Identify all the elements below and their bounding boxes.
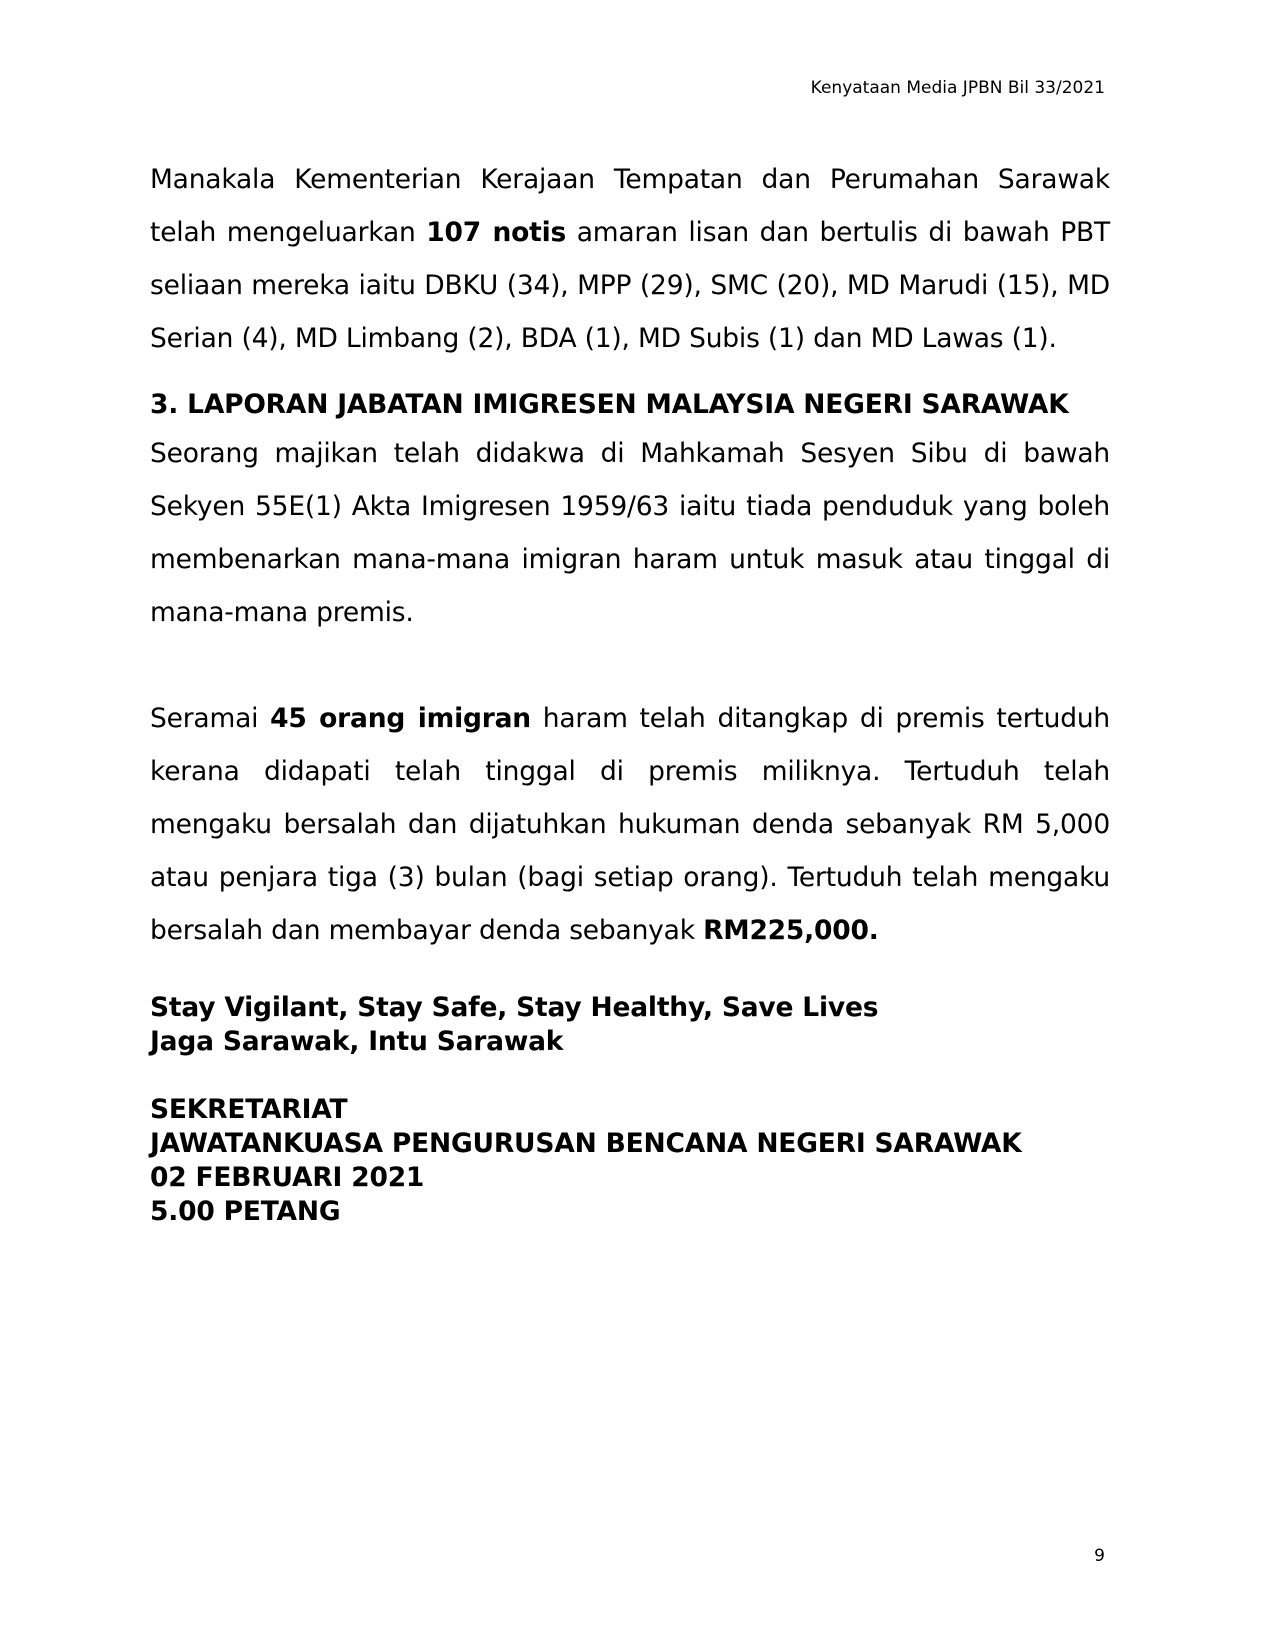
section-heading-immigration: 3. LAPORAN JABATAN IMIGRESEN MALAYSIA NEGERI SARAWAK	[150, 389, 1069, 420]
paragraph-ministry-notices	[150, 153, 1110, 365]
bold-fine-amount: RM225,000.	[703, 915, 879, 946]
document-body	[150, 153, 1110, 1229]
signature-date: 02 FEBRUARI 2021	[150, 1162, 425, 1193]
slogan-english: Stay Vigilant, Stay Safe, Stay Healthy, Save Lives	[150, 992, 879, 1023]
paragraph-employer-charged: Seorang majikan telah didakwa di Mahkamah Sesyen Sibu di bawah Sekyen 55E(1) Akta Imigresen 1959/63 iaitu tiada penduduk yang boleh membenarkan mana-mana imigran haram untuk masuk atau tinggal di mana-mana premis.	[150, 438, 1110, 628]
signature-secretariat: SEKRETARIAT	[150, 1094, 348, 1125]
signature-block	[150, 1093, 1110, 1229]
paragraph-text: Seramai	[150, 703, 271, 734]
closing-slogans	[150, 991, 1110, 1059]
signature-time: 5.00 PETANG	[150, 1196, 341, 1227]
paragraph-text: Manakala Kementerian Kerajaan Tempatan dan Perumahan Sarawak telah mengeluarkan	[150, 164, 1110, 248]
paragraph-text: haram telah ditangkap di premis tertuduh kerana didapati telah tinggal di premis miliknya. Tertuduh telah mengaku bersalah dan dijatuhkan hukuman denda sebanyak RM 5,000 atau penjara tiga (3) bulan (bagi setiap orang). Tertuduh telah mengaku bersalah dan membayar denda sebanyak	[150, 703, 1111, 946]
paragraph-text: amaran lisan dan bertulis di bawah PBT seliaan mereka iaitu DBKU (34), MPP (29), SMC (20), MD Marudi (15), MD Serian (4), MD Limbang (2), BDA (1), MD Subis (1) dan MD Lawas (1).	[150, 217, 1110, 354]
document-header-note: Kenyataan Media JPBN Bil 33/2021	[810, 78, 1105, 98]
paragraph-arrests-fine	[150, 692, 1110, 957]
slogan-malay: Jaga Sarawak, Intu Sarawak	[150, 1026, 564, 1057]
signature-committee: JAWATANKUASA PENGURUSAN BENCANA NEGERI SARAWAK	[150, 1128, 1022, 1159]
bold-notice-count: 107 notis	[426, 217, 567, 248]
page-number: 9	[1094, 1546, 1105, 1566]
bold-arrest-count: 45 orang imigran	[270, 703, 531, 734]
